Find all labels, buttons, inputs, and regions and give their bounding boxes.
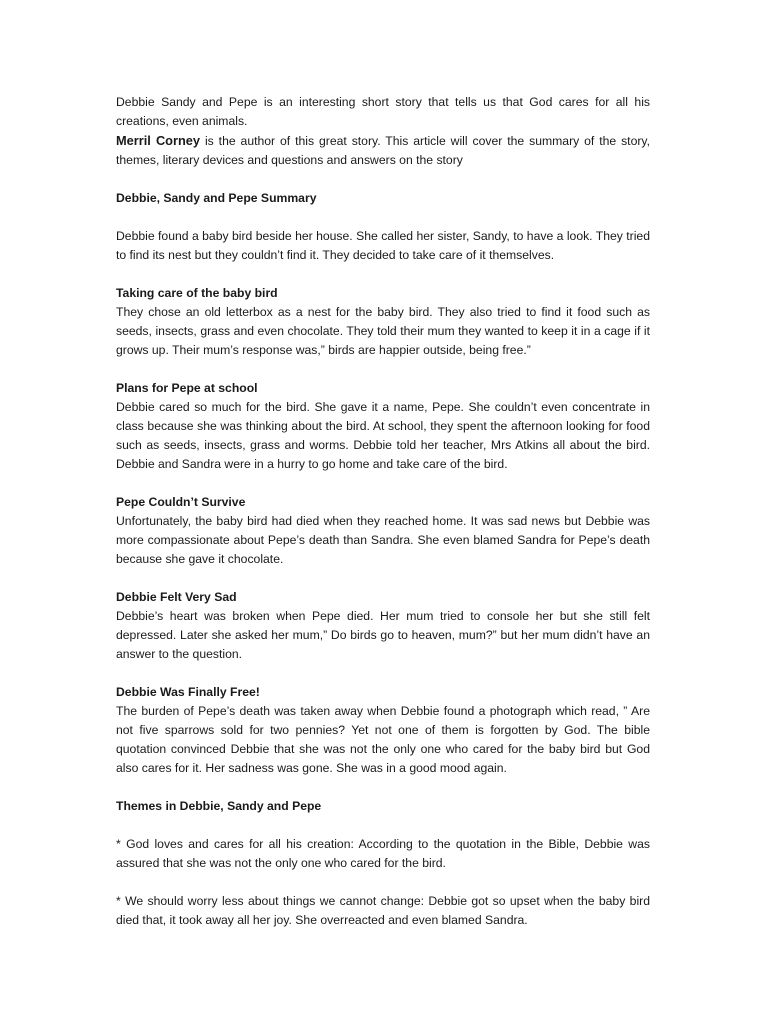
section-heading-summary: Debbie, Sandy and Pepe Summary	[116, 191, 317, 205]
author-paragraph-text: is the author of this great story. This article will cover the summary of the story, themes, literary devices and questions and answers on the story	[116, 134, 650, 167]
intro-paragraph: Debbie Sandy and Pepe is an interesting short story that tells us that God cares for all his creations, even animals.	[116, 95, 650, 128]
theme-item: * We should worry less about things we cannot change: Debbie got so upset when the baby bird died that, it took away all her joy. She overreacted and even blamed Sandra.	[116, 894, 650, 927]
section-heading-free: Debbie Was Finally Free!	[116, 685, 260, 699]
section-body-sad: Debbie’s heart was broken when Pepe died. Her mum tried to console her but she still felt depressed. Later she asked her mum,” Do birds go to heaven, mum?” but her mum didn’t have an answer to the question.	[116, 609, 650, 661]
section-heading-sad: Debbie Felt Very Sad	[116, 590, 237, 604]
section-heading-school: Plans for Pepe at school	[116, 381, 258, 395]
document-page	[116, 93, 650, 930]
section-heading-baby-bird: Taking care of the baby bird	[116, 286, 278, 300]
author-name: Merril Corney	[116, 133, 201, 148]
themes-heading: Themes in Debbie, Sandy and Pepe	[116, 799, 322, 813]
section-body-survive: Unfortunately, the baby bird had died when they reached home. It was sad news but Debbie was more compassionate about Pepe’s death than Sandra. She even blamed Sandra for Pepe’s death because she gave it chocolate.	[116, 514, 650, 566]
section-body-summary: Debbie found a baby bird beside her house. She called her sister, Sandy, to have a look. They tried to find its nest but they couldn’t find it. They decided to take care of it themselves.	[116, 229, 650, 262]
section-body-school: Debbie cared so much for the bird. She gave it a name, Pepe. She couldn’t even concentrate in class because she was thinking about the bird. At school, they spent the afternoon looking for food such as seeds, insects, grass and worms. Debbie told her teacher, Mrs Atkins all about the bird. Debbie and Sandra were in a hurry to go home and take care of the bird.	[116, 400, 650, 471]
author-paragraph	[116, 131, 650, 170]
section-heading-survive: Pepe Couldn’t Survive	[116, 495, 246, 509]
section-body-baby-bird: They chose an old letterbox as a nest for the baby bird. They also tried to find it food such as seeds, insects, grass and even chocolate. They told their mum they wanted to keep it in a cage if it grows up. Their mum’s response was,” birds are happier outside, being free.”	[116, 305, 650, 357]
section-body-free: The burden of Pepe’s death was taken away when Debbie found a photograph which read, ” Are not five sparrows sold for two pennies? Yet not one of them is forgotten by God. The bible quotation convinced Debbie that she was not the only one who cared for the baby bird but God also cares for it. Her sadness was gone. She was in a good mood again.	[116, 704, 650, 775]
theme-item: * God loves and cares for all his creation: According to the quotation in the Bible, Debbie was assured that she was not the only one who cared for the bird.	[116, 837, 650, 870]
